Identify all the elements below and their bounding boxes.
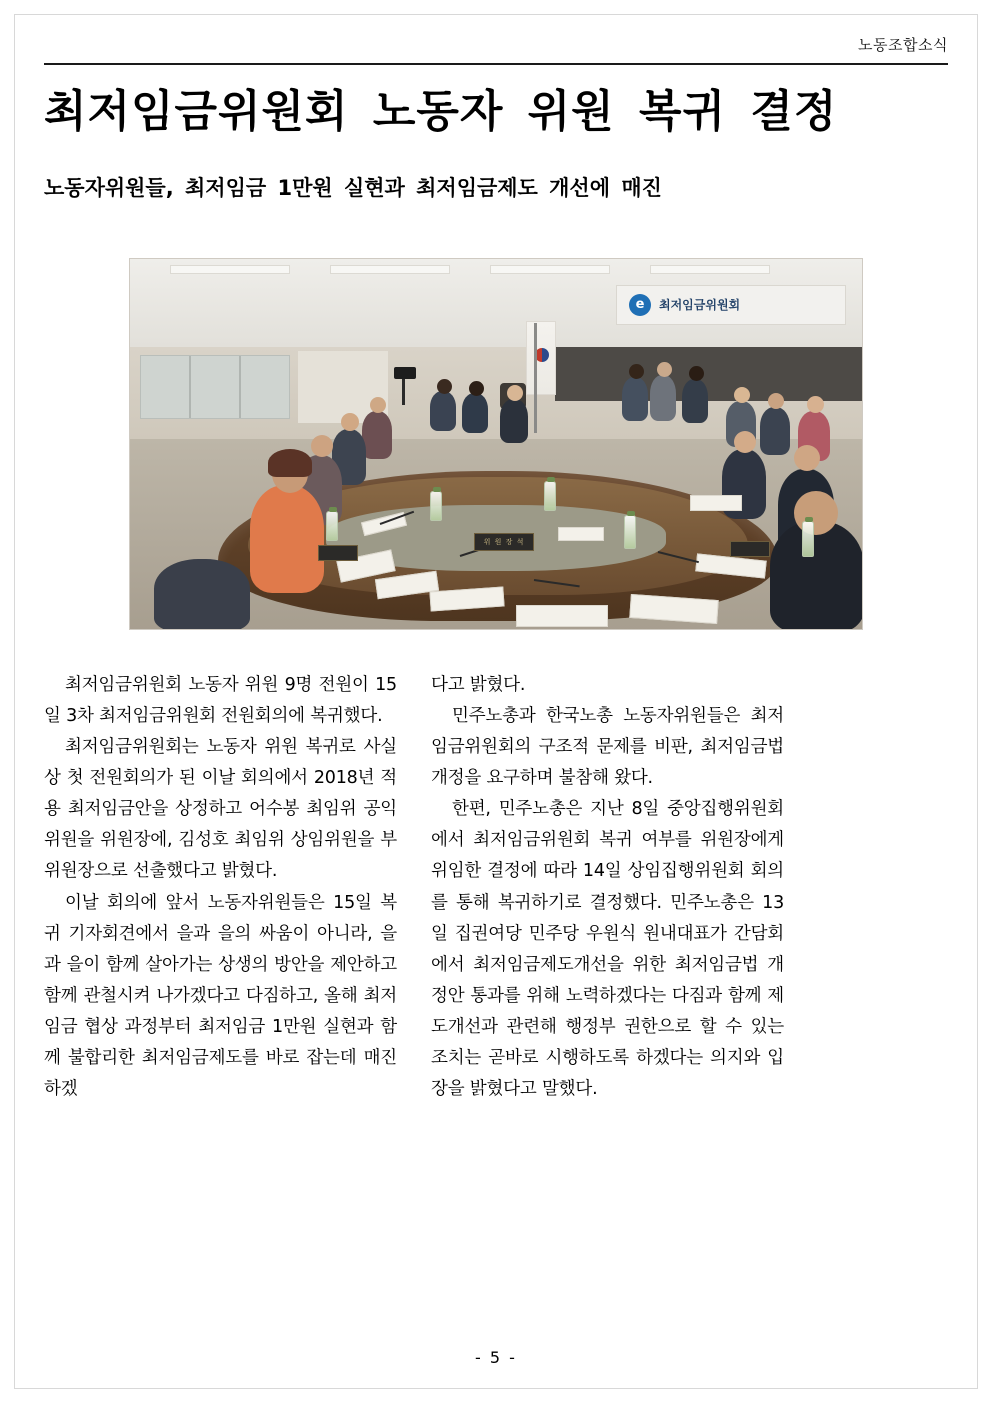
- water-bottle: [544, 481, 556, 511]
- nameplate: [318, 545, 358, 561]
- bottle-cap: [433, 487, 441, 492]
- meeting-photo: [129, 258, 863, 630]
- foreground-attendee-head: [794, 491, 838, 535]
- attendee-head: [437, 379, 452, 394]
- foreground-attendee: [770, 521, 863, 630]
- water-bottle: [802, 521, 814, 557]
- water-bottle: [430, 491, 442, 521]
- page-title: 최저임금위원회 노동자 위원 복귀 결정: [44, 86, 838, 137]
- article-column-right: [431, 670, 784, 1106]
- bottle-cap: [329, 507, 337, 512]
- water-bottle: [326, 511, 338, 541]
- attendee-head: [768, 393, 784, 409]
- window-mullion: [189, 356, 191, 418]
- paragraph: 최저임금위원회는 노동자 위원 복귀로 사실상 첫 전원회의가 된 이날 회의에서 2018년 적용 최저임금안을 상정하고 어수봉 최임위 공익위원을 위원장에, 김성호 최임위 상임위원을 부위원장으로 선출했다고 밝혔다.: [44, 736, 397, 882]
- foreground-attendee: [154, 559, 250, 630]
- chairperson-head: [507, 385, 523, 401]
- bottle-cap: [805, 517, 813, 522]
- subheadline: 노동자위원들, 최저임금 1만원 실현과 최저임금제도 개선에 매진: [44, 175, 662, 200]
- article-column-left: [44, 670, 397, 1106]
- water-bottle: [624, 515, 636, 549]
- ceiling-panel: [650, 265, 770, 274]
- attendee-head: [311, 435, 333, 457]
- attendee: [650, 375, 676, 421]
- paragraph: 다고 밝혔다.: [431, 674, 526, 695]
- attendee-head: [629, 364, 644, 379]
- header-rule: [44, 63, 948, 65]
- attendee-head: [734, 431, 756, 453]
- photo-wall-dark-panel: [555, 347, 862, 401]
- foreground-attendee: [250, 485, 324, 593]
- page-number: - 5 -: [475, 1348, 517, 1367]
- attendee-head: [734, 387, 750, 403]
- paragraph: 민주노총과 한국노총 노동자위원들은 최저임금위원회의 구조적 문제를 비판, 최저임금법 개정을 요구하며 불참해 왔다.: [431, 705, 784, 789]
- bottle-cap: [547, 477, 555, 482]
- article-photo-wrapper: [129, 258, 863, 630]
- ceiling-panel: [330, 265, 450, 274]
- attendee-head: [657, 362, 672, 377]
- video-camera: [394, 367, 416, 379]
- attendee: [682, 379, 708, 423]
- chairperson: [500, 399, 528, 443]
- window-mullion: [239, 356, 241, 418]
- attendee-head: [341, 413, 359, 431]
- paragraph: 최저임금위원회 노동자 위원 9명 전원이 15일 3차 최저임금위원회 전원회의에 복귀했다.: [44, 674, 397, 726]
- paragraph: 이날 회의에 앞서 노동자위원들은 15일 복귀 기자회견에서 을과 을의 싸움이 아니라, 을과 을이 함께 살아가는 상생의 방안을 제안하고 함께 관철시켜 나가겠다고 다짐하고, 올해 최저임금 협상 과정부터 최저임금 1만원 실현과 함께 불합리한 최저임금제도를 바로 잡는데 매진하겠: [44, 892, 397, 1100]
- council-banner-text: 최저임금위원회: [659, 298, 741, 313]
- attendee-head: [807, 396, 824, 413]
- foreground-attendee-hair: [268, 449, 312, 477]
- document-stack: [558, 527, 604, 541]
- paragraph: 한편, 민주노총은 지난 8일 중앙집행위원회에서 최저임금위원회 복귀 여부를 위원장에게 위임한 결정에 따라 14일 상임집행위원회 회의를 통해 복귀하기로 결정했다. 민주노총은 13일 집권여당 민주당 우원식 원내대표가 간담회에서 최저임금제도개선을 위한 최저임금법 개정안 통과를 위해 노력하겠다는 다짐과 함께 제도개선과 관련해 행정부 권한으로 할 수 있는 조치는 곧바로 시행하도록 하겠다는 의지와 입장을 밝혔다고 말했다.: [431, 799, 784, 1100]
- attendee: [430, 391, 456, 431]
- council-logo-icon: e: [629, 294, 651, 316]
- attendee-head: [469, 381, 484, 396]
- ceiling-panel: [170, 265, 290, 274]
- document-stack: [516, 605, 608, 627]
- nameplate: [730, 541, 770, 557]
- attendee: [462, 393, 488, 433]
- korean-flag: [526, 321, 556, 395]
- flag-pole: [534, 323, 537, 433]
- council-banner: [616, 285, 846, 325]
- attendee-head: [370, 397, 386, 413]
- ceiling-panel: [490, 265, 610, 274]
- running-header: 노동조합소식: [858, 36, 948, 54]
- attendee-head: [689, 366, 704, 381]
- page-content: [44, 34, 948, 1106]
- attendee: [760, 407, 790, 455]
- bottle-cap: [627, 511, 635, 516]
- attendee-head: [794, 445, 820, 471]
- photo-windows: [140, 355, 290, 419]
- camera-tripod: [402, 379, 405, 405]
- attendee: [362, 411, 392, 459]
- attendee: [622, 377, 648, 421]
- article-body: [44, 670, 948, 1106]
- document-stack: [690, 495, 742, 511]
- chair-nameplate: 위 원 장 석: [474, 533, 534, 551]
